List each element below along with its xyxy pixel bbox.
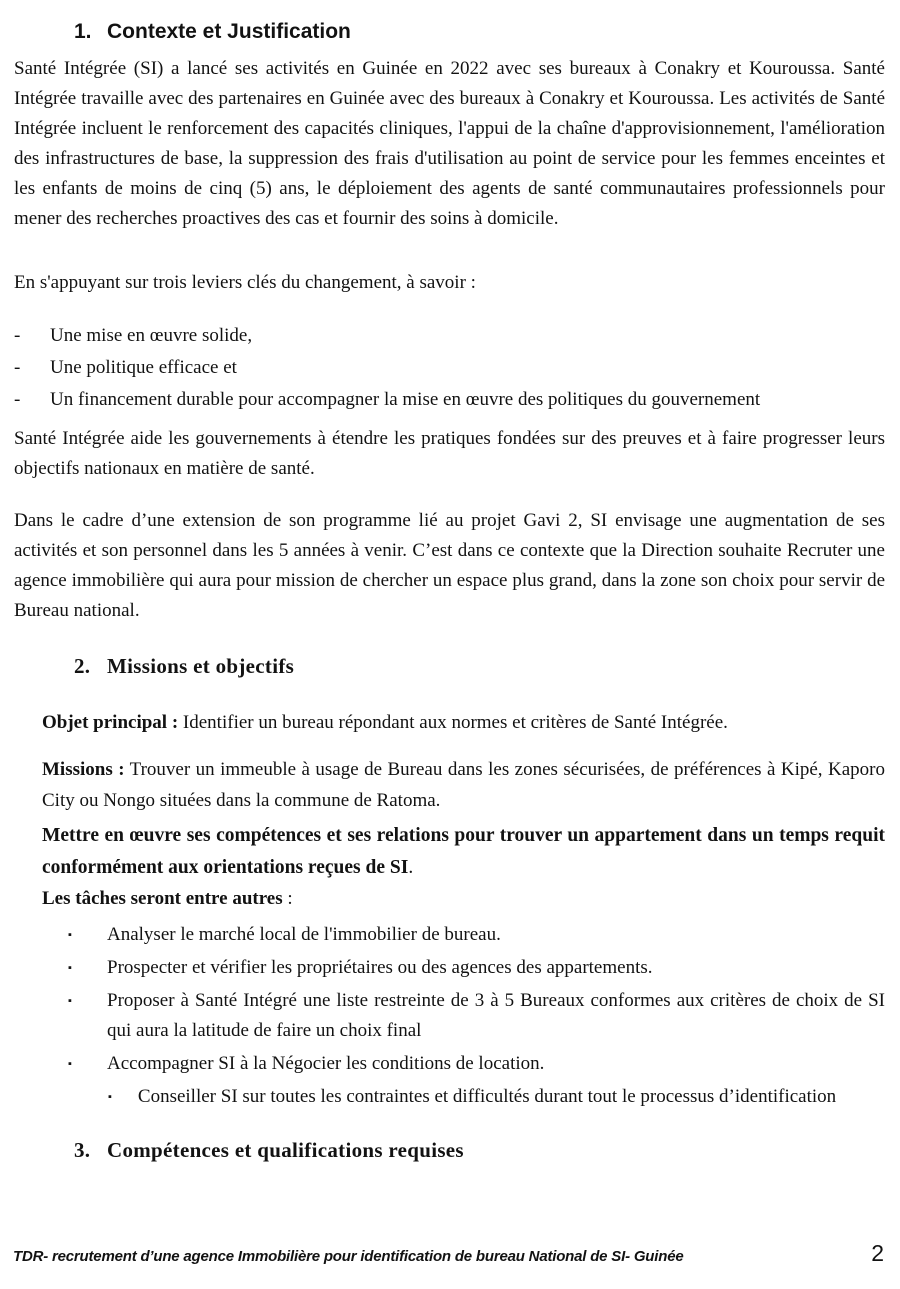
paragraph-gavi-extension: Dans le cadre d’une extension de son programme lié au projet Gavi 2, SI envisage une augmentation de ses activités et son personnel dans les 5 années à venir. C’est dans ce contexte que la Direction souhaite Recruter une agence immobilière qui aura pour mission de chercher un espace plus grand, dans la zone son choix pour servir de Bureau national. (14, 510, 885, 621)
tasks-label: Les tâches seront entre autres (42, 888, 283, 909)
objet-principal-label: Objet principal : (42, 712, 179, 733)
dash-bullet-icon: - (14, 357, 21, 378)
paragraph-governments: Santé Intégrée aide les gouvernements à étendre les pratiques fondées sur des preuves et à faire progresser leurs objectifs nationaux en matière de santé. (14, 428, 885, 479)
square-bullet-icon: ▪ (68, 1058, 72, 1070)
list-item (14, 320, 885, 352)
page-number: 2 (871, 1240, 884, 1266)
list-item-text: Accompagner SI à la Négocier les conditions de location. (107, 1053, 545, 1074)
list-item-text: Prospecter et vérifier les propriétaires ou des agences des appartements. (107, 957, 653, 978)
dash-bullet-icon: - (14, 389, 21, 410)
list-item (68, 920, 885, 950)
paragraph-missions (42, 754, 885, 816)
heading-number: 2. (74, 654, 91, 678)
list-item-text: Un financement durable pour accompagner la mise en œuvre des politiques du gouvernement (50, 389, 761, 410)
page-footer (13, 1242, 884, 1265)
list-item (14, 384, 885, 416)
nested-list-item (83, 1082, 885, 1112)
tasks-colon: : (282, 888, 293, 909)
bold-statement-text: Mettre en œuvre ses compétences et ses relations pour trouver un appartement dans un temps requit conformément aux orientations reçues de SI (42, 825, 885, 878)
heading-number: 3. (74, 1138, 91, 1162)
square-bullet-icon: ▪ (108, 1091, 112, 1103)
section-2-heading (74, 652, 885, 680)
heading-title: Contexte et Justification (107, 20, 351, 43)
list-item-text: Proposer à Santé Intégré une liste restreinte de 3 à 5 Bureaux conformes aux critères de choix de SI qui aura la latitude de faire un choix final (107, 990, 885, 1041)
objet-principal-text: Identifier un bureau répondant aux normes et critères de Santé Intégrée. (178, 712, 728, 733)
paragraph-bold-statement (42, 820, 885, 884)
list-item-text: Une mise en œuvre solide, (50, 325, 253, 346)
square-bullet-icon: ▪ (68, 995, 72, 1007)
levers-dash-list (14, 320, 885, 416)
missions-label: Missions : (42, 759, 125, 780)
section-3-heading (74, 1136, 885, 1164)
missions-text: Trouver un immeuble à usage de Bureau dans les zones sécurisées, de préférences à Kipé, Kaporo City ou Nongo situées dans la commune de Ratoma. (42, 759, 885, 811)
paragraph-tasks-label (42, 884, 885, 914)
list-item-text: Analyser le marché local de l'immobilier de bureau. (107, 924, 501, 945)
square-bullet-icon: ▪ (68, 962, 72, 974)
bold-statement-period: . (408, 857, 414, 878)
list-item-text: Une politique efficace et (50, 357, 237, 378)
square-bullet-icon: ▪ (68, 929, 72, 941)
heading-title: Missions et objectifs (107, 654, 295, 678)
list-item (14, 352, 885, 384)
paragraph-objet-principal (42, 708, 885, 738)
paragraph-context-intro: Santé Intégrée (SI) a lancé ses activités en Guinée en 2022 avec ses bureaux à Conakry et Kouroussa. Santé Intégrée travaille avec des partenaires en Guinée avec des bureaux à Conakry et Kouroussa. Les activités de Santé Intégrée incluent le renforcement des capacités cliniques, l'appui de la chaîne d'approvisionnement, l'amélioration des infrastructures de base, la suppression des frais d'utilisation au point de service pour les femmes enceintes et les enfants de moins de cinq (5) ans, le déploiement des agents de santé communautaires professionnels pour mener des recherches proactives des cas et fournir des soins à domicile. (14, 58, 885, 229)
list-item-text: Conseiller SI sur toutes les contraintes et difficultés durant tout le processus d’identification (137, 1086, 837, 1107)
heading-number: 1. (74, 20, 92, 43)
list-item (68, 986, 885, 1046)
tasks-list (14, 920, 885, 1112)
list-item (68, 953, 885, 983)
section-1-heading (74, 18, 885, 46)
heading-title: Compétences et qualifications requises (107, 1138, 464, 1162)
paragraph-levers-intro: En s'appuyant sur trois leviers clés du changement, à savoir : (14, 272, 476, 293)
dash-bullet-icon: - (14, 325, 21, 346)
footer-document-title: TDR- recrutement d’une agence Immobilière pour identification de bureau National de SI- Guinée (13, 1248, 684, 1265)
list-item (68, 1049, 885, 1079)
